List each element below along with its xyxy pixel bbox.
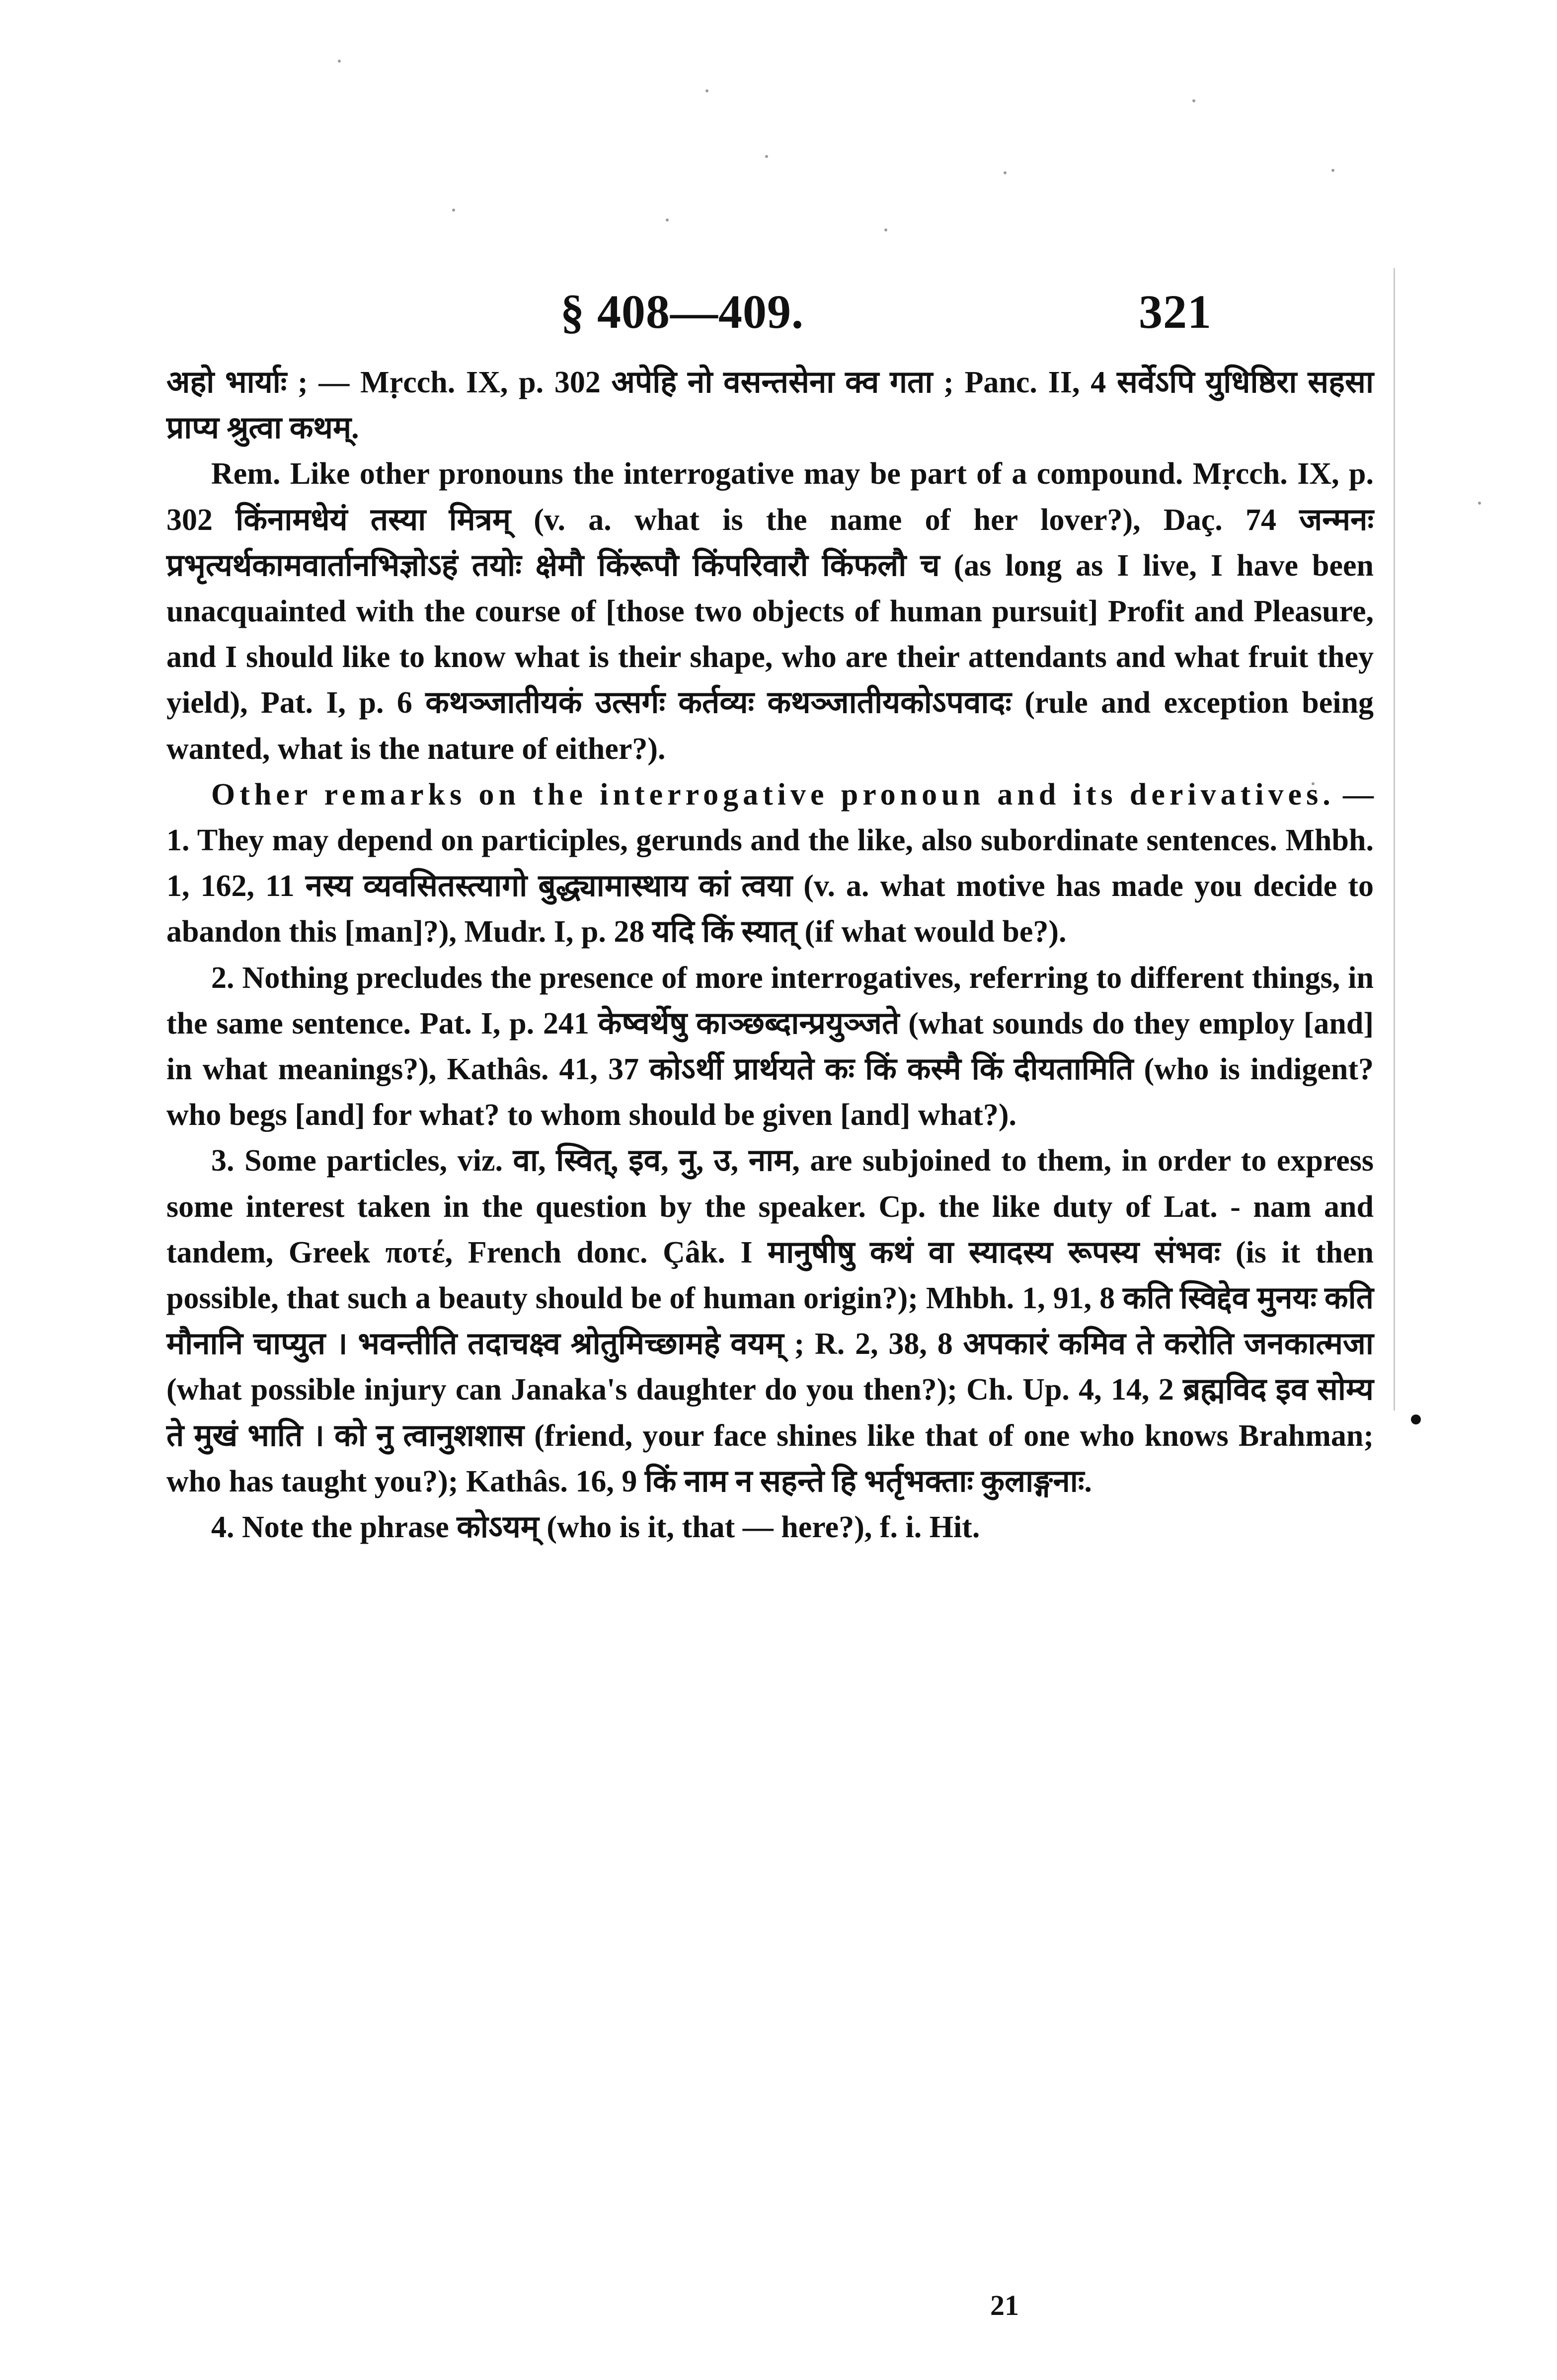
body-text (166, 360, 1374, 1550)
signature-mark: 21 (990, 2289, 1019, 2321)
scan-speck (705, 89, 708, 92)
scan-speck (884, 228, 887, 231)
paragraph-remark-2: 2. Nothing precludes the presence of more interrogatives, referring to different things, in the same sentence. Pat. I, p. 241 केष्वर्थेषु काञ्छब्दान्प्रयुञ्जते (what sounds do they employ [and] in what meanings?), Kathâs. 41, 37 कोऽर्थी प्रार्थयते कः किं कस्मै किं दीयतामिति (who is indigent? who begs [and] for what? to whom should be given [and] what?). (166, 961, 1374, 1132)
scan-speck (452, 209, 455, 212)
scan-speck (1478, 502, 1481, 505)
section-header: § 408—409. (560, 285, 804, 338)
scan-speck (765, 155, 768, 158)
scan-speck (338, 60, 341, 63)
spaced-heading: Other remarks on the interrogative pronoun and its derivatives. (211, 777, 1335, 812)
scan-speck (1004, 171, 1007, 174)
paragraph-remark-4: 4. Note the phrase कोऽयम् (who is it, that — here?), f. i. Hit. (211, 1510, 980, 1545)
paragraph-other-remarks-text: — 1. They may depend on participles, gerunds and the like, also subordinate sentences. Mhbh. 1, 162, 11 नस्य व्यवसितस्त्यागो बुद्ध्यामास्थाय कां त्वया (v. a. what motive has made you decide to abandon this [man]?), Mudr. I, p. 28 यदि किं स्यात् (if what would be?). (166, 777, 1374, 949)
paragraph-remark: Rem. Like other pronouns the interrogative may be part of a compound. Mṛcch. IX, p. 302 किंनामधेयं तस्या मित्रम् (v. a. what is the name of her lover?), Daç. 74 जन्मनः प्रभृत्यर्थकामवार्तानभिज्ञोऽहं तयोः क्षेमौ किंरूपौ किंपरिवारौ किंफलौ च (as long as I live, I have been unacquainted with the course of [those two objects of human pursuit] Profit and Pleasure, and I should like to know what is their shape, who are their attendants and what fruit they yield), Pat. I, p. 6 कथञ्जातीयकं उत्सर्गः कर्तव्यः कथञ्जातीयकोऽपवादः (rule and exception being wanted, what is the nature of either?). (166, 457, 1374, 766)
page-number: 321 (1139, 285, 1212, 338)
scan-dot-mark (1411, 1414, 1421, 1424)
scan-edge-line (1394, 268, 1395, 1411)
paragraph-other-remarks (166, 772, 1374, 955)
scan-speck (666, 219, 669, 222)
scan-speck (1192, 99, 1195, 102)
paragraph-examples: अहो भार्याः ; — Mṛcch. IX, p. 302 अपेहि नो वसन्तसेना क्व गता ; Panc. II, 4 सर्वेऽपि युधिष्ठिरा सहसा प्राप्य श्रुत्वा कथम्. (166, 366, 1374, 446)
scan-speck (1331, 169, 1334, 172)
paragraph-remark-3: 3. Some particles, viz. वा, स्वित्, इव, नु, उ, नाम, are subjoined to them, in order to express some interest taken in the question by the speaker. Cp. the like duty of Lat. - nam and tandem, Greek ποτέ, French donc. Çâk. I मानुषीषु कथं वा स्यादस्य रूपस्य संभवः (is it then possible, that such a beauty should be of human origin?); Mhbh. 1, 91, 8 कति स्विद्देव मुनयः कति मौनानि चाप्युत । भवन्तीति तदाचक्ष्व श्रोतुमिच्छामहे वयम् ; R. 2, 38, 8 अपकारं कमिव ते करोति जनकात्मजा (what possible injury can Janaka's daughter do you then?); Ch. Up. 4, 14, 2 ब्रह्मविद इव सोम्य ते मुखं भाति । को नु त्वानुशशास (friend, your face shines like that of one who knows Brahman; who has taught you?); Kathâs. 16, 9 किं नाम न सहन्ते हि भर्तृभक्ताः कुलाङ्गनाः. (166, 1144, 1374, 1498)
